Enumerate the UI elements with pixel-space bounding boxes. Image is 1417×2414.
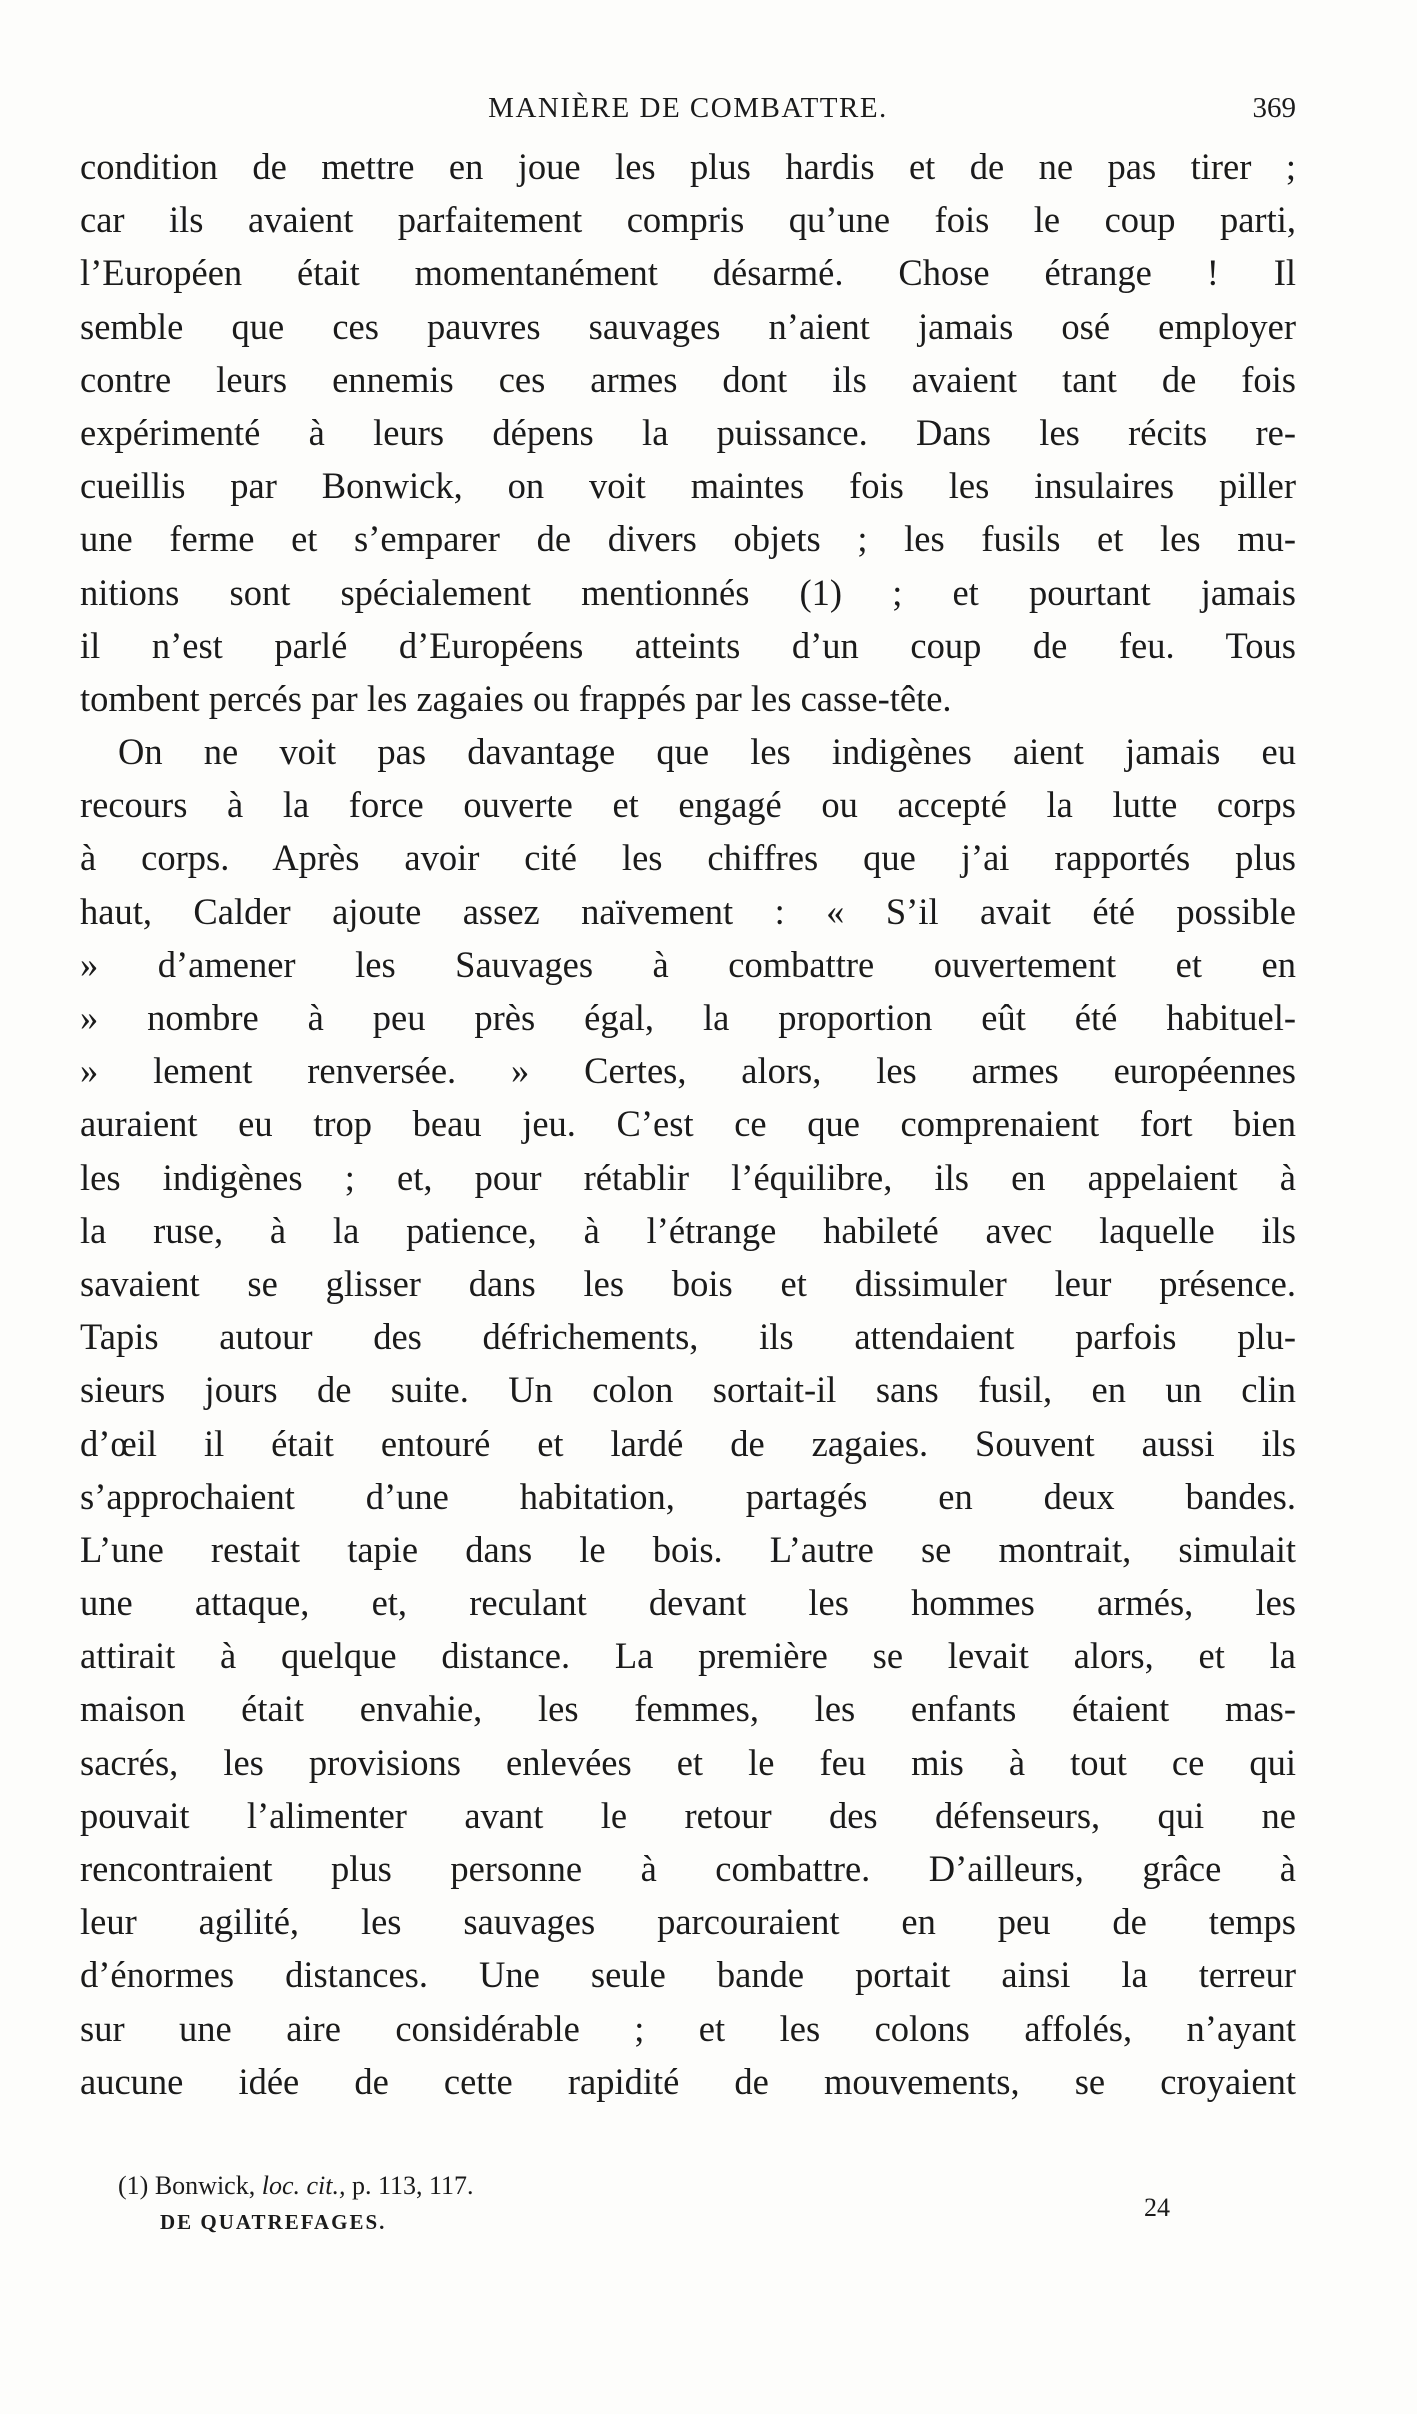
text-line: pouvait l’alimenter avant le retour des défenseurs, qui ne: [80, 1794, 1296, 1836]
text-line: sur une aire considérable ; et les colons affolés, n’ayant: [80, 2007, 1296, 2049]
text-line: savaient se glisser dans les bois et dissimuler leur présence.: [80, 1262, 1296, 1304]
text-line: une attaque, et, reculant devant les hommes armés, les: [80, 1582, 1296, 1624]
text-line: tombent percés par les zagaies ou frappés par les casse-tête.: [80, 677, 952, 719]
text-line: les indigènes ; et, pour rétablir l’équilibre, ils en appelaient à: [80, 1156, 1296, 1198]
text-line: On ne voit pas davantage que les indigènes aient jamais eu: [118, 731, 1296, 773]
text-line: d’œil il était entouré et lardé de zagaies. Souvent aussi ils: [80, 1422, 1296, 1464]
text-line: recours à la force ouverte et engagé ou accepté la lutte corps: [80, 784, 1296, 826]
text-line: L’une restait tapie dans le bois. L’autre se montrait, simulait: [80, 1528, 1296, 1570]
text-line: d’énormes distances. Une seule bande portait ainsi la terreur: [80, 1954, 1296, 1996]
text-line: » nombre à peu près égal, la proportion eût été habituel-: [80, 997, 1296, 1038]
body-text: [80, 140, 1296, 2108]
text-line: » d’amener les Sauvages à combattre ouvertement et en: [80, 943, 1296, 985]
text-line: leur agilité, les sauvages parcouraient en peu de temps: [80, 1901, 1296, 1943]
footnote-marker: (1): [118, 2171, 149, 2200]
running-head: MANIÈRE DE COMBATTRE.: [488, 92, 888, 124]
text-line: sieurs jours de suite. Un colon sortait-il sans fusil, en un clin: [80, 1369, 1296, 1411]
footnote-author: Bonwick,: [154, 2171, 256, 2200]
text-line: auraient eu trop beau jeu. C’est ce que comprenaient fort bien: [80, 1103, 1296, 1145]
text-line: condition de mettre en joue les plus hardis et de ne pas tirer ;: [80, 146, 1296, 187]
text-line: aucune idée de cette rapidité de mouvements, se croyaient: [80, 2060, 1296, 2102]
text-line: cueillis par Bonwick, on voit maintes fois les insulaires piller: [80, 465, 1296, 507]
text-line: haut, Calder ajoute assez naïvement : « S’il avait été possible: [80, 890, 1296, 932]
text-line: car ils avaient parfaitement compris qu’une fois le coup parti,: [80, 199, 1296, 241]
sheet-number: 24: [1144, 2193, 1170, 2222]
text-line: contre leurs ennemis ces armes dont ils avaient tant de fois: [80, 358, 1296, 400]
page-header: [80, 92, 1296, 132]
text-line: il n’est parlé d’Européens atteints d’un coup de feu. Tous: [80, 624, 1296, 666]
text-line: maison était envahie, les femmes, les enfants étaient mas-: [80, 1688, 1296, 1730]
footnote-title: loc. cit.,: [261, 2171, 346, 2200]
text-line: attirait à quelque distance. La première se levait alors, et la: [80, 1635, 1296, 1677]
footnote-pages: p. 113, 117.: [351, 2171, 474, 2200]
text-line: nitions sont spécialement mentionnés (1) ; et pourtant jamais: [80, 571, 1296, 613]
text-line: semble que ces pauvres sauvages n’aient jamais osé employer: [80, 305, 1296, 347]
text-line: » lement renversée. » Certes, alors, les armes européennes: [80, 1050, 1296, 1092]
text-line: rencontraient plus personne à combattre. D’ailleurs, grâce à: [80, 1848, 1296, 1889]
text-line: à corps. Après avoir cité les chiffres que j’ai rapportés plus: [80, 837, 1296, 879]
text-line: l’Européen était momentanément désarmé. Chose étrange ! Il: [80, 252, 1296, 294]
footnote: [118, 2168, 474, 2204]
text-line: Tapis autour des défrichements, ils attendaient parfois plu-: [80, 1316, 1296, 1358]
page-number: 369: [1252, 92, 1296, 124]
text-line: sacrés, les provisions enlevées et le feu mis à tout ce qui: [80, 1741, 1296, 1783]
text-line: expérimenté à leurs dépens la puissance. Dans les récits re-: [80, 411, 1296, 453]
printer-signature: DE QUATREFAGES.: [160, 2210, 387, 2234]
text-line: une ferme et s’emparer de divers objets ; les fusils et les mu-: [80, 518, 1296, 560]
text-line: s’approchaient d’une habitation, partagés en deux bandes.: [80, 1475, 1296, 1517]
text-line: la ruse, à la patience, à l’étrange habileté avec laquelle ils: [80, 1209, 1296, 1251]
